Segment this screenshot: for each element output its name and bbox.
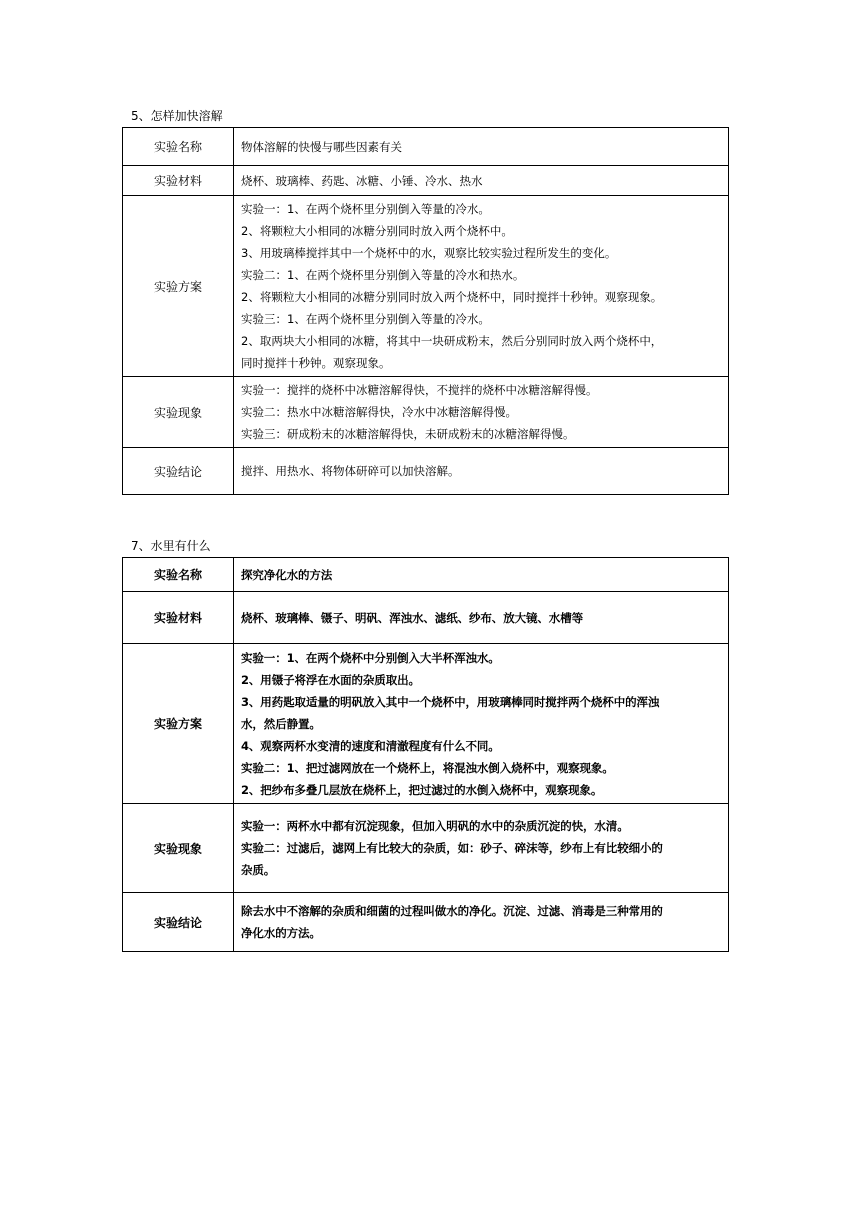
table-row <box>123 448 729 495</box>
row-label: 实验方案 <box>123 644 234 804</box>
content-line: 水，然后静置。 <box>241 716 321 731</box>
row-label: 实验材料 <box>123 592 234 644</box>
content-line: 2、把纱布多叠几层放在烧杯上，把过滤过的水倒入烧杯中，观察现象。 <box>241 782 603 797</box>
table-row <box>123 166 729 196</box>
content-line: 实验二：1、把过滤网放在一个烧杯上，将混浊水倒入烧杯中，观察现象。 <box>241 760 614 775</box>
row-content <box>234 377 729 448</box>
experiment-table <box>122 557 729 952</box>
section-title: 7、水里有什么 <box>131 539 211 553</box>
row-label: 实验现象 <box>123 377 234 448</box>
row-label: 实验方案 <box>123 196 234 377</box>
content-line: 2、将颗粒大小相同的冰糖分别同时放入两个烧杯中，同时搅拌十秒钟。观察现象。 <box>241 290 663 304</box>
content-line: 实验一：搅拌的烧杯中冰糖溶解得快，不搅拌的烧杯中冰糖溶解得慢。 <box>241 383 598 397</box>
content-line: 杂质。 <box>241 863 276 877</box>
table-row <box>123 196 729 377</box>
content-line: 实验二：过滤后，滤网上有比较大的杂质，如：砂子、碎沫等，纱布上有比较细小的 <box>241 841 663 855</box>
content-line: 4、观察两杯水变清的速度和清澈程度有什么不同。 <box>241 738 500 753</box>
table-row <box>123 377 729 448</box>
row-content <box>234 804 729 893</box>
table-row <box>123 804 729 893</box>
content-line: 净化水的方法。 <box>241 926 321 940</box>
row-label: 实验现象 <box>123 804 234 893</box>
content-line: 实验一：两杯水中都有沉淀现象，但加入明矾的水中的杂质沉淀的快，水清。 <box>241 819 629 833</box>
row-content <box>234 893 729 952</box>
experiment-table <box>122 127 729 495</box>
content-line: 烧杯、玻璃棒、药匙、冰糖、小锤、冷水、热水 <box>241 173 483 188</box>
row-content <box>234 644 729 804</box>
row-label: 实验名称 <box>123 128 234 166</box>
table-row <box>123 128 729 166</box>
row-content <box>234 592 729 644</box>
content-line: 物体溶解的快慢与哪些因素有关 <box>241 139 402 154</box>
content-line: 3、用药匙取适量的明矾放入其中一个烧杯中，用玻璃棒同时搅拌两个烧杯中的浑浊 <box>241 694 660 709</box>
content-line: 实验三：研成粉末的冰糖溶解得快，未研成粉末的冰糖溶解得慢。 <box>241 427 575 441</box>
table-row <box>123 558 729 592</box>
row-content <box>234 128 729 166</box>
content-line: 实验二：1、在两个烧杯里分别倒入等量的冷水和热水。 <box>241 268 525 282</box>
content-line: 同时搅拌十秒钟。观察现象。 <box>241 356 391 370</box>
row-label: 实验名称 <box>123 558 234 592</box>
content-line: 搅拌、用热水、将物体研碎可以加快溶解。 <box>241 464 460 478</box>
content-line: 实验二：热水中冰糖溶解得快，冷水中冰糖溶解得慢。 <box>241 405 517 419</box>
content-line: 探究净化水的方法 <box>241 567 333 582</box>
row-label: 实验结论 <box>123 893 234 952</box>
content-line: 烧杯、玻璃棒、镊子、明矾、浑浊水、滤纸、纱布、放大镜、水槽等 <box>241 610 583 625</box>
table-row <box>123 592 729 644</box>
table-row <box>123 893 729 952</box>
row-label: 实验结论 <box>123 448 234 495</box>
content-line: 实验三：1、在两个烧杯里分别倒入等量的冷水。 <box>241 312 490 326</box>
row-content <box>234 196 729 377</box>
table-row <box>123 644 729 804</box>
row-content <box>234 558 729 592</box>
row-label: 实验材料 <box>123 166 234 196</box>
content-line: 2、将颗粒大小相同的冰糖分别同时放入两个烧杯中。 <box>241 224 513 238</box>
content-line: 实验一：1、在两个烧杯里分别倒入等量的冷水。 <box>241 202 490 216</box>
content-line: 实验一：1、在两个烧杯中分别倒入大半杯浑浊水。 <box>241 650 500 665</box>
content-line: 3、用玻璃棒搅拌其中一个烧杯中的水，观察比较实验过程所发生的变化。 <box>241 246 617 260</box>
content-line: 除去水中不溶解的杂质和细菌的过程叫做水的净化。沉淀、过滤、消毒是三种常用的 <box>241 904 663 918</box>
row-content <box>234 448 729 495</box>
content-line: 2、用镊子将浮在水面的杂质取出。 <box>241 672 420 687</box>
section-title: 5、怎样加快溶解 <box>131 109 223 123</box>
content-line: 2、取两块大小相同的冰糖，将其中一块研成粉末，然后分别同时放入两个烧杯中， <box>241 334 663 348</box>
row-content <box>234 166 729 196</box>
